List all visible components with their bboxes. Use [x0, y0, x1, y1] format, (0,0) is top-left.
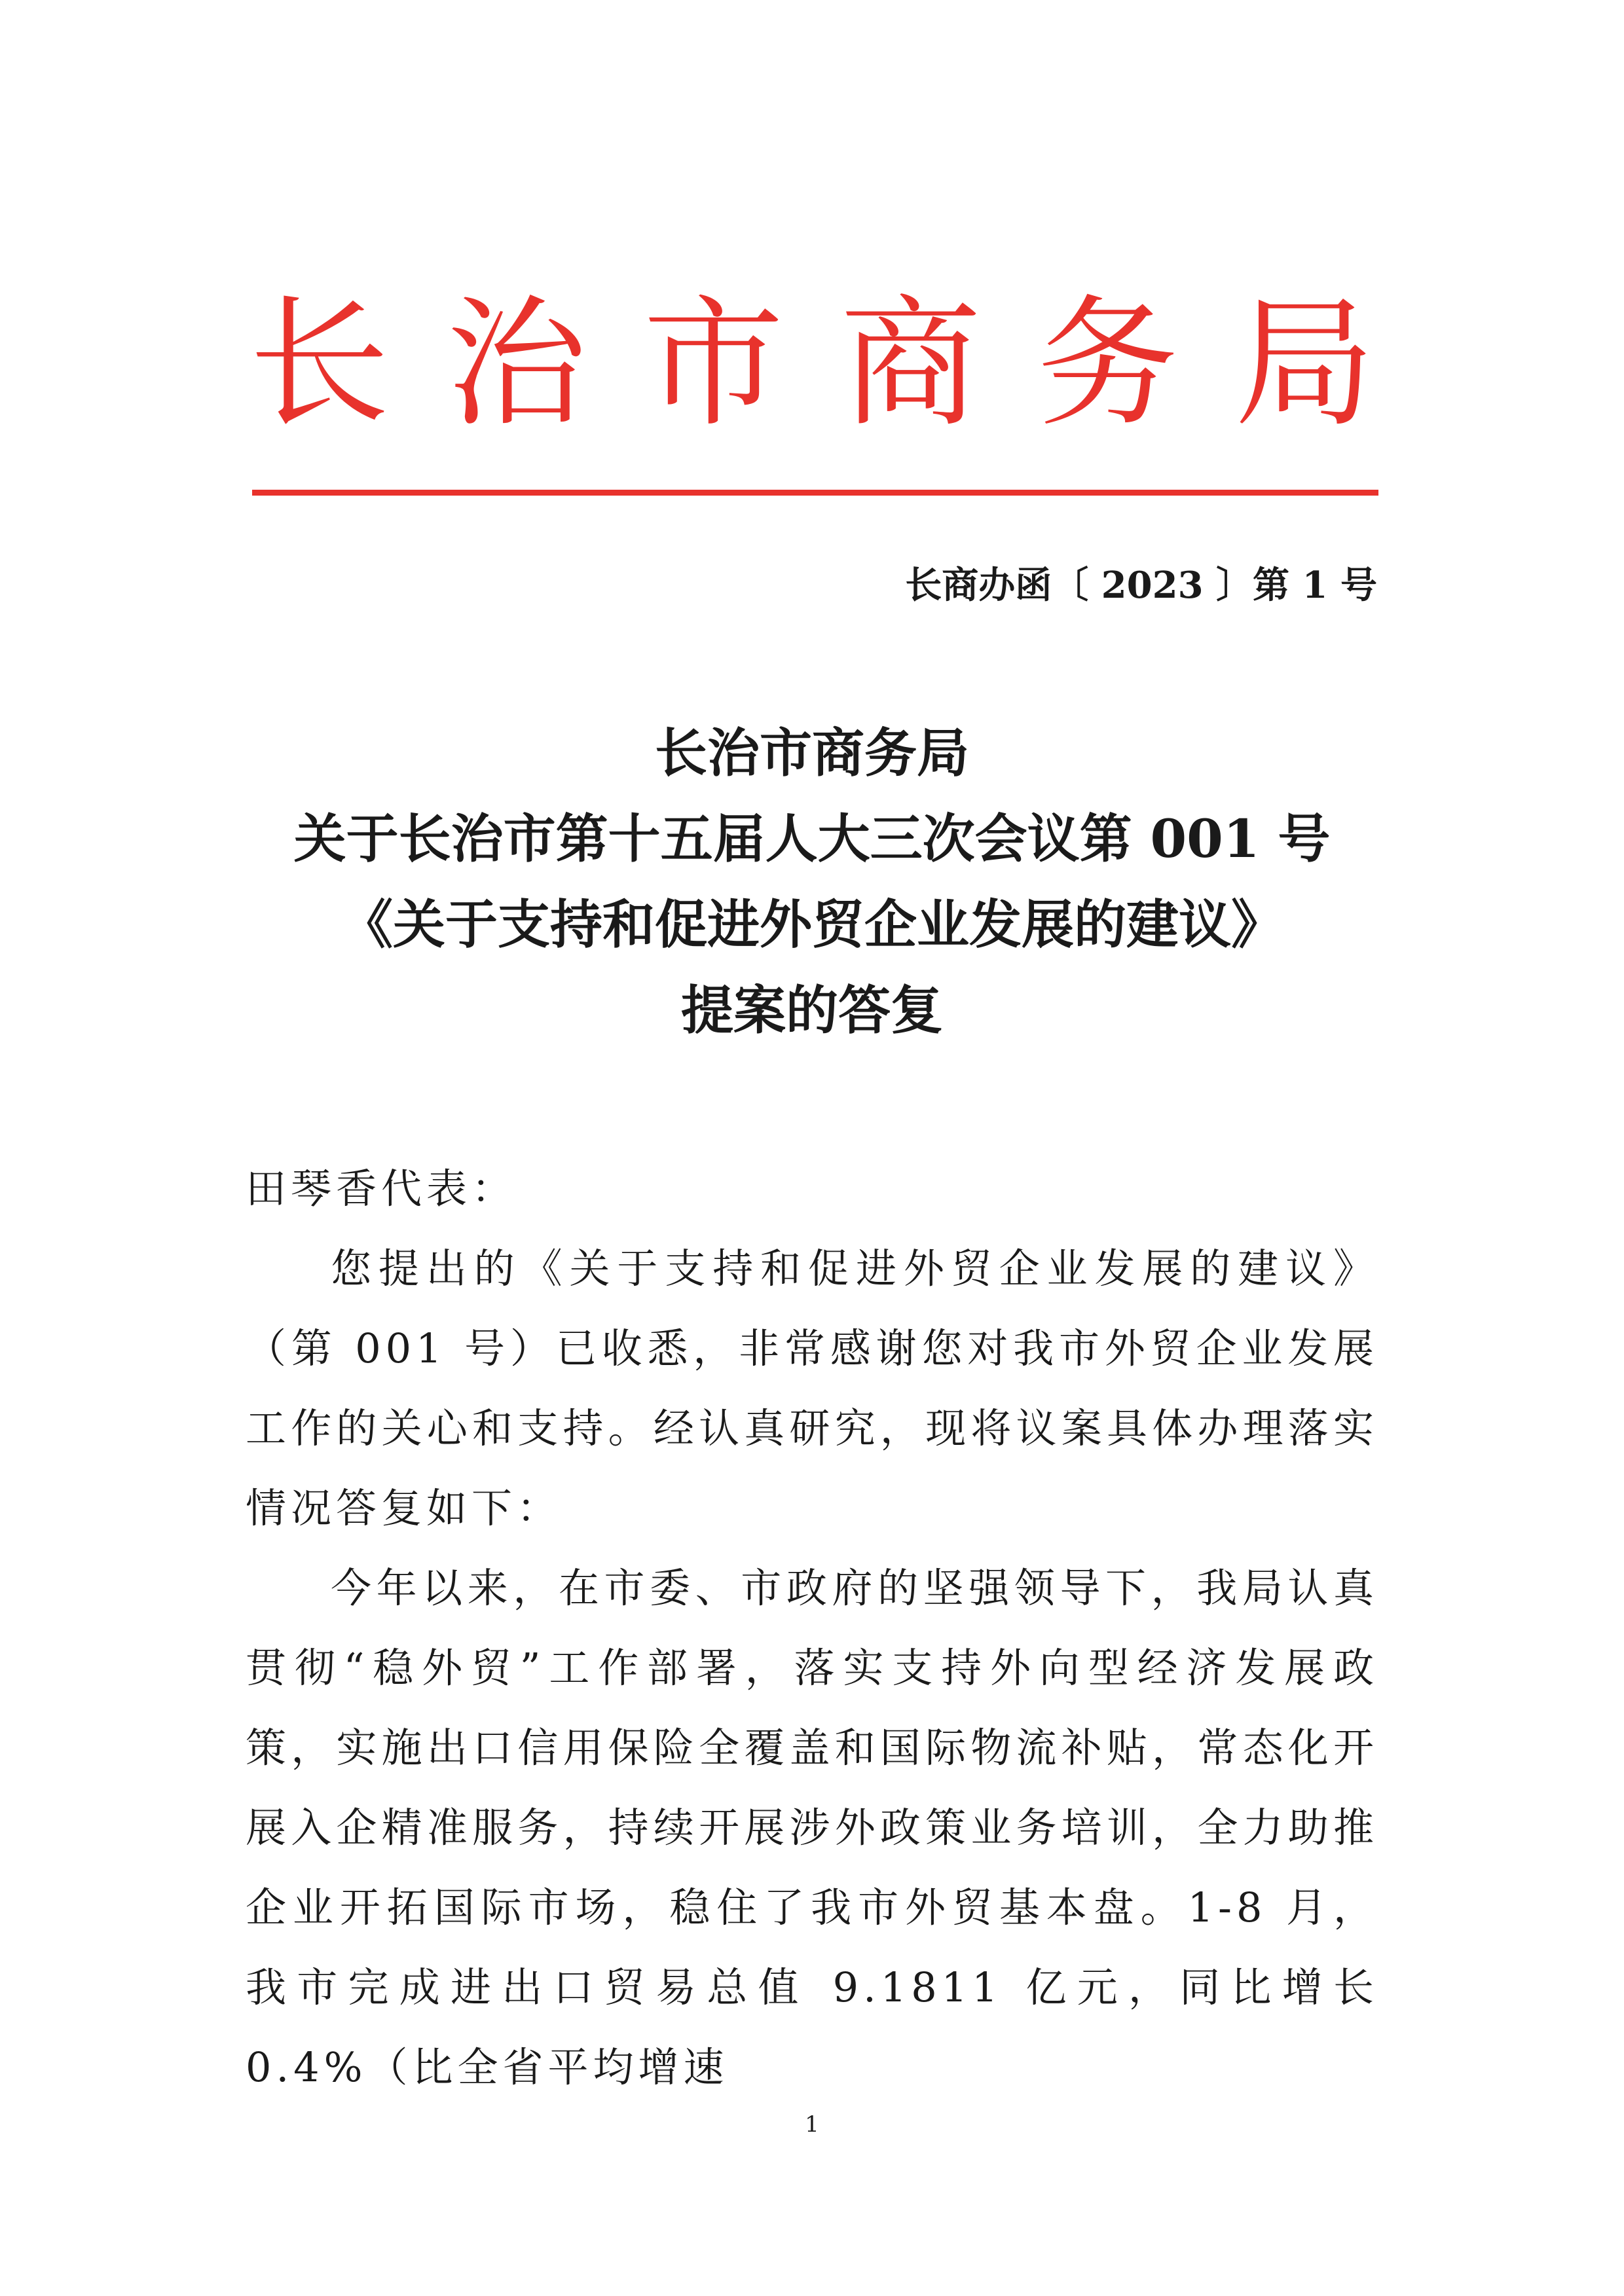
page-number: 1: [805, 2111, 819, 2138]
title-line-4: 提案的答复: [681, 979, 943, 1041]
letterhead-char: 市: [643, 281, 784, 446]
letterhead-char: 治: [446, 281, 587, 446]
title-line-1: 长治市商务局: [655, 722, 969, 784]
document-title: [196, 710, 1428, 1053]
salutation: 田琴香代表：: [246, 1165, 517, 1212]
letterhead-title: [249, 265, 1375, 462]
letterhead-char: 长: [249, 281, 390, 446]
title-line-2: 关于长治市第十五届人大三次会议第 001 号: [293, 808, 1331, 869]
letterhead-char: 商: [840, 281, 981, 446]
body-paragraph-2: 今年以来，在市委、市政府的坚强领导下，我局认真贯彻“稳外贸”工作部署，落实支持外向型经济发展政策，实施出口信用保险全覆盖和国际物流补贴，常态化开展入企精准服务，持续开展涉外政策业务培训，全力助推企业开拓国际市场，稳住了我市外贸基本盘。1-8 月，我市完成进出口贸易总值 9.1811 亿元，同比增长 0.4%（比全省平均增速: [246, 1564, 1378, 2091]
letterhead-char: 务: [1037, 281, 1178, 446]
title-line-3: 《关于支持和促进外贸企业发展的建议》: [341, 894, 1283, 955]
document-number: 长商办函〔 2023 〕第 1 号: [905, 564, 1377, 607]
letterhead-divider: [252, 490, 1378, 496]
letterhead-char: 局: [1234, 281, 1375, 446]
body-paragraph-1: 您提出的《关于支持和促进外贸企业发展的建议》（第 001 号）已收悉，非常感谢您对我市外贸企业发展工作的关心和支持。经认真研究，现将议案具体办理落实情况答复如下：: [246, 1245, 1378, 1532]
